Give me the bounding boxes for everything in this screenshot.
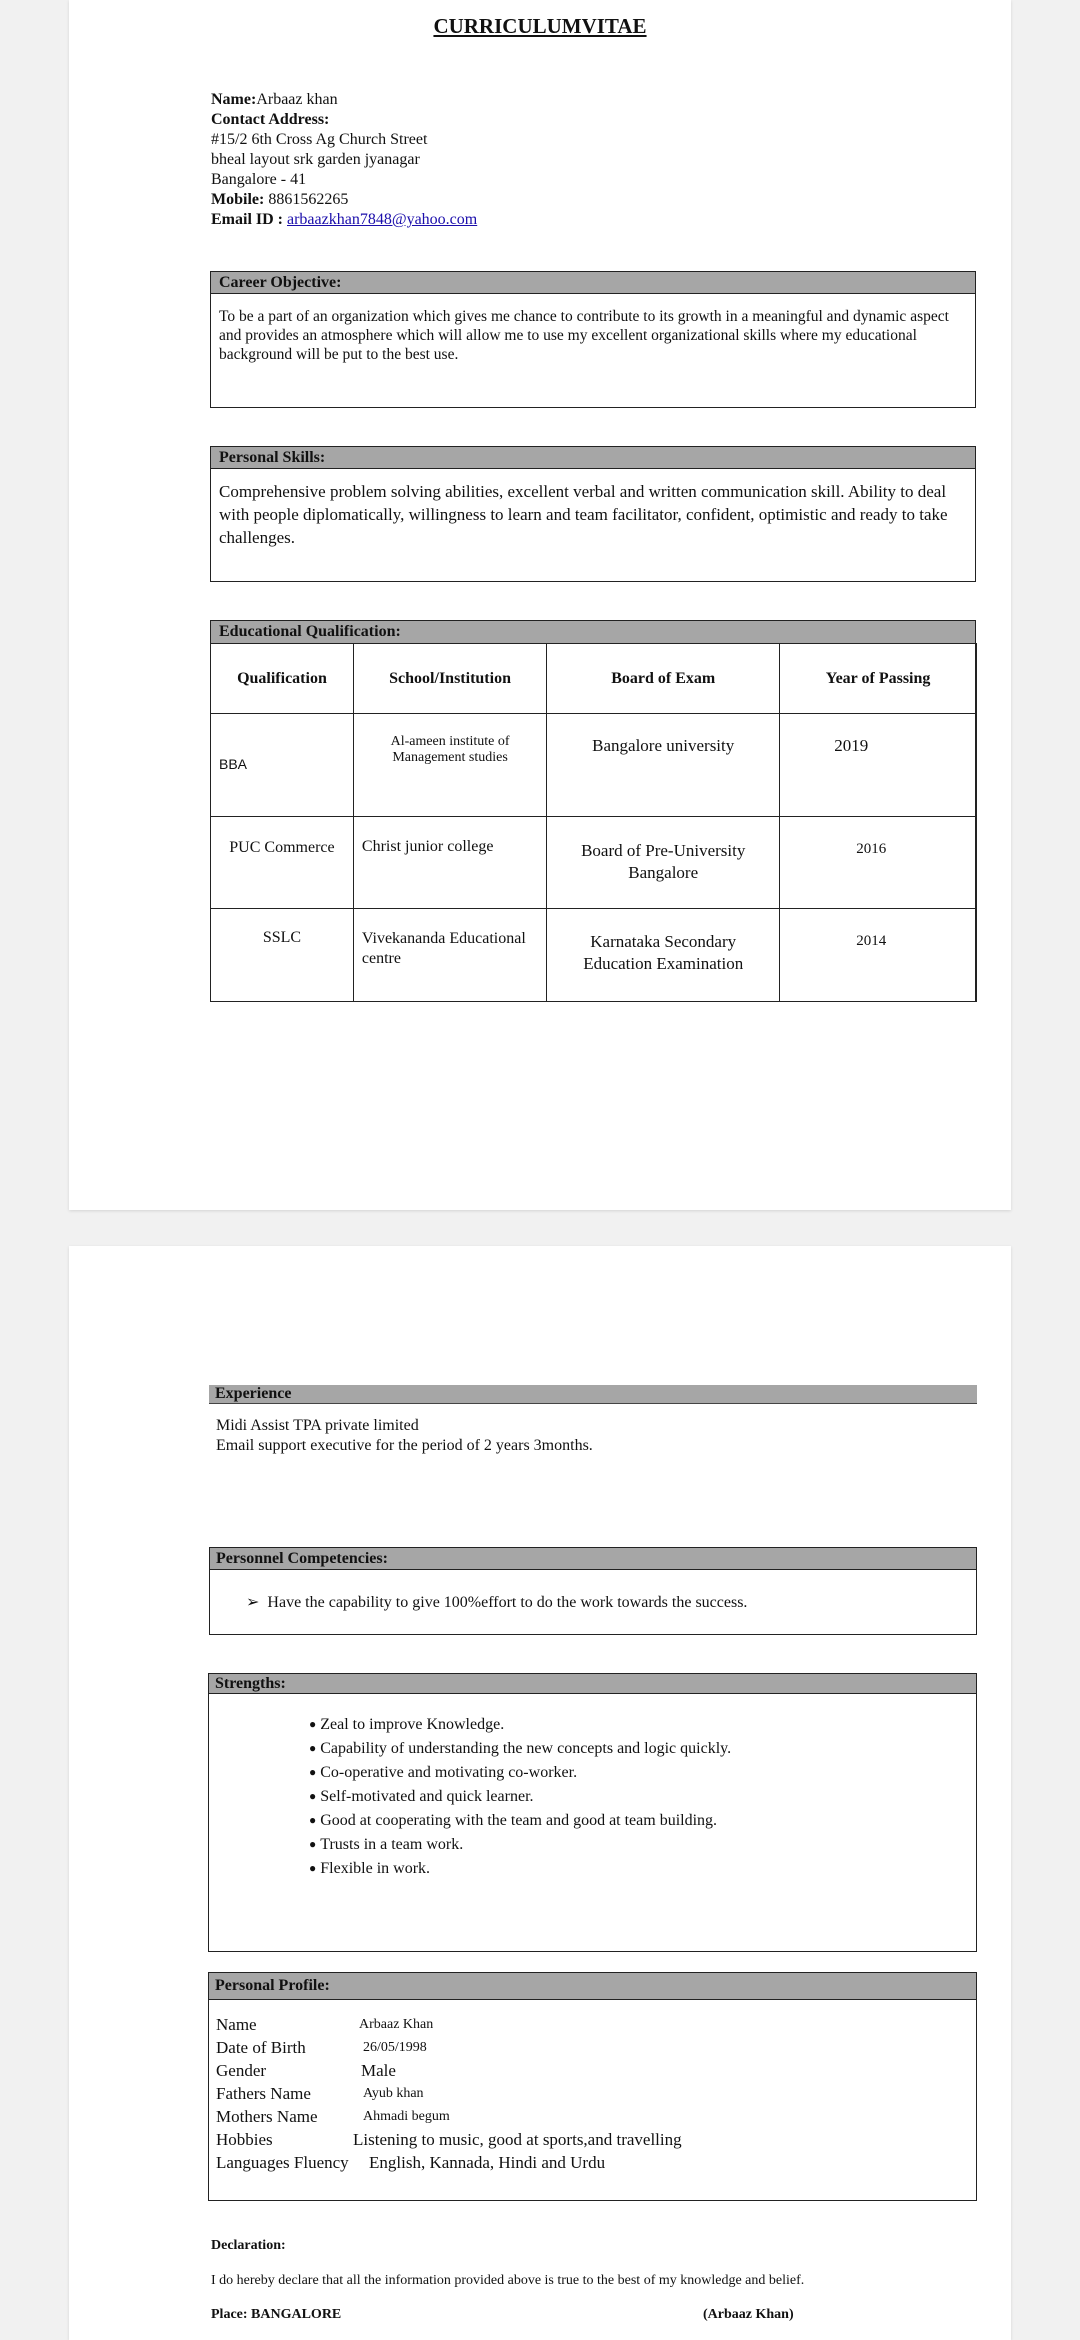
profile-labels bbox=[216, 2013, 349, 2174]
profile-label-hobbies: Hobbies bbox=[216, 2130, 273, 2149]
col-board: Board of Exam bbox=[547, 644, 780, 714]
list-item: ● Capability of understanding the new concepts and logic quickly. bbox=[309, 1737, 976, 1761]
profile-value-languages: English, Kannada, Hindi and Urdu bbox=[369, 2153, 606, 2172]
qualification-cell: SSLC bbox=[211, 909, 354, 1002]
table-row bbox=[211, 817, 977, 909]
experience-role: Email support executive for the period of 2 years 3months. bbox=[216, 1437, 593, 1454]
year-cell: 2019 bbox=[780, 714, 977, 817]
profile-value-father: Ayub khan bbox=[363, 2086, 424, 2101]
experience-section bbox=[209, 1385, 977, 1456]
personal-profile-box bbox=[208, 1972, 977, 2201]
address-line-1: #15/2 6th Cross Ag Church Street bbox=[211, 131, 428, 148]
board-cell: Board of Pre-University Bangalore bbox=[547, 817, 780, 909]
list-item: ● Self-motivated and quick learner. bbox=[309, 1785, 976, 1809]
list-item: ● Co-operative and motivating co-worker. bbox=[309, 1761, 976, 1785]
personal-skills-box bbox=[210, 446, 976, 582]
strengths-list bbox=[209, 1694, 976, 1881]
education-table bbox=[210, 643, 977, 1002]
profile-label-languages: Languages Fluency bbox=[216, 2153, 349, 2172]
email-link[interactable]: arbaazkhan7848@yahoo.com bbox=[287, 211, 478, 228]
email-label: Email ID : bbox=[211, 211, 283, 228]
arrow-bullet-icon: ➢ bbox=[246, 1594, 260, 1611]
personal-skills-heading: Personal Skills: bbox=[211, 447, 975, 469]
address-line-3: Bangalore - 41 bbox=[211, 171, 307, 188]
career-objective-box bbox=[210, 271, 976, 408]
qualification-cell: PUC Commerce bbox=[211, 817, 354, 909]
declaration-signature: (Arbaaz Khan) bbox=[703, 2307, 794, 2322]
mobile-value: 8861562265 bbox=[264, 191, 349, 208]
list-item: ● Flexible in work. bbox=[309, 1857, 976, 1881]
personal-skills-text: Comprehensive problem solving abilities, excellent verbal and written communication skill. Ability to deal with people diplomatically, willingness to learn and team facilitator, confident, optimistic and ready to take challenges. bbox=[219, 482, 948, 547]
name-label: Name: bbox=[211, 91, 257, 108]
career-objective-text: To be a part of an organization which gives me chance to contribute to its growth in a meaningful and dynamic aspect and provides an atmosphere which will allow me to use my excellent organizational skills where my educational background will be put to the best use. bbox=[219, 308, 949, 363]
profile-label-dob: Date of Birth bbox=[216, 2038, 306, 2057]
profile-value-dob: 26/05/1998 bbox=[363, 2040, 427, 2055]
board-cell: Karnataka Secondary Education Examination bbox=[547, 909, 780, 1002]
table-row bbox=[211, 714, 977, 817]
profile-label-mother: Mothers Name bbox=[216, 2107, 318, 2126]
personal-profile-heading: Personal Profile: bbox=[209, 1973, 976, 2000]
resume-page-1 bbox=[69, 0, 1011, 1210]
competency-text: Have the capability to give 100%effort to do the work towards the success. bbox=[267, 1594, 748, 1611]
qualification-cell: BBA bbox=[211, 714, 354, 817]
profile-label-father: Fathers Name bbox=[216, 2084, 311, 2103]
year-cell: 2016 bbox=[780, 817, 977, 909]
list-item: ● Good at cooperating with the team and good at team building. bbox=[309, 1809, 976, 1833]
contact-block bbox=[211, 90, 477, 230]
school-cell: Christ junior college bbox=[353, 817, 546, 909]
declaration-text: I do hereby declare that all the information provided above is true to the best of my knowledge and belief. bbox=[211, 2273, 805, 2288]
declaration-place: Place: BANGALORE bbox=[211, 2307, 342, 2322]
competencies-heading: Personnel Competencies: bbox=[210, 1548, 976, 1570]
resume-page-2 bbox=[69, 1246, 1011, 2340]
col-qualification: Qualification bbox=[211, 644, 354, 714]
profile-value-hobbies: Listening to music, good at sports,and travelling bbox=[353, 2130, 682, 2149]
experience-company: Midi Assist TPA private limited bbox=[216, 1417, 419, 1434]
profile-label-name: Name bbox=[216, 2015, 257, 2034]
address-line-2: bheal layout srk garden jyanagar bbox=[211, 151, 420, 168]
strengths-heading: Strengths: bbox=[209, 1674, 976, 1694]
list-item: ● Zeal to improve Knowledge. bbox=[309, 1713, 976, 1737]
education-box bbox=[210, 620, 976, 1002]
school-cell: Vivekananda Educational centre bbox=[353, 909, 546, 1002]
profile-value-mother: Ahmadi begum bbox=[363, 2109, 450, 2124]
career-objective-heading: Career Objective: bbox=[211, 272, 975, 294]
year-cell: 2014 bbox=[780, 909, 977, 1002]
profile-value-gender: Male bbox=[361, 2061, 396, 2080]
address-label: Contact Address: bbox=[211, 111, 330, 128]
school-cell: Al-ameen institute of Management studies bbox=[353, 714, 546, 817]
profile-values bbox=[353, 2013, 682, 2174]
experience-heading: Experience bbox=[209, 1385, 977, 1404]
col-school: School/Institution bbox=[353, 644, 546, 714]
board-cell: Bangalore university bbox=[547, 714, 780, 817]
document-title: CURRICULUMVITAE bbox=[433, 14, 647, 38]
strengths-box bbox=[208, 1673, 977, 1952]
col-year: Year of Passing bbox=[780, 644, 977, 714]
competency-item bbox=[210, 1570, 976, 1612]
mobile-label: Mobile: bbox=[211, 191, 265, 208]
competencies-box bbox=[209, 1547, 977, 1635]
education-heading: Educational Qualification: bbox=[211, 621, 975, 643]
education-header-row bbox=[211, 644, 977, 714]
table-row bbox=[211, 909, 977, 1002]
declaration-heading: Declaration: bbox=[211, 2238, 286, 2253]
list-item: ● Trusts in a team work. bbox=[309, 1833, 976, 1857]
profile-label-gender: Gender bbox=[216, 2061, 267, 2080]
profile-value-name: Arbaaz Khan bbox=[359, 2017, 434, 2032]
name-value: Arbaaz khan bbox=[256, 91, 338, 108]
